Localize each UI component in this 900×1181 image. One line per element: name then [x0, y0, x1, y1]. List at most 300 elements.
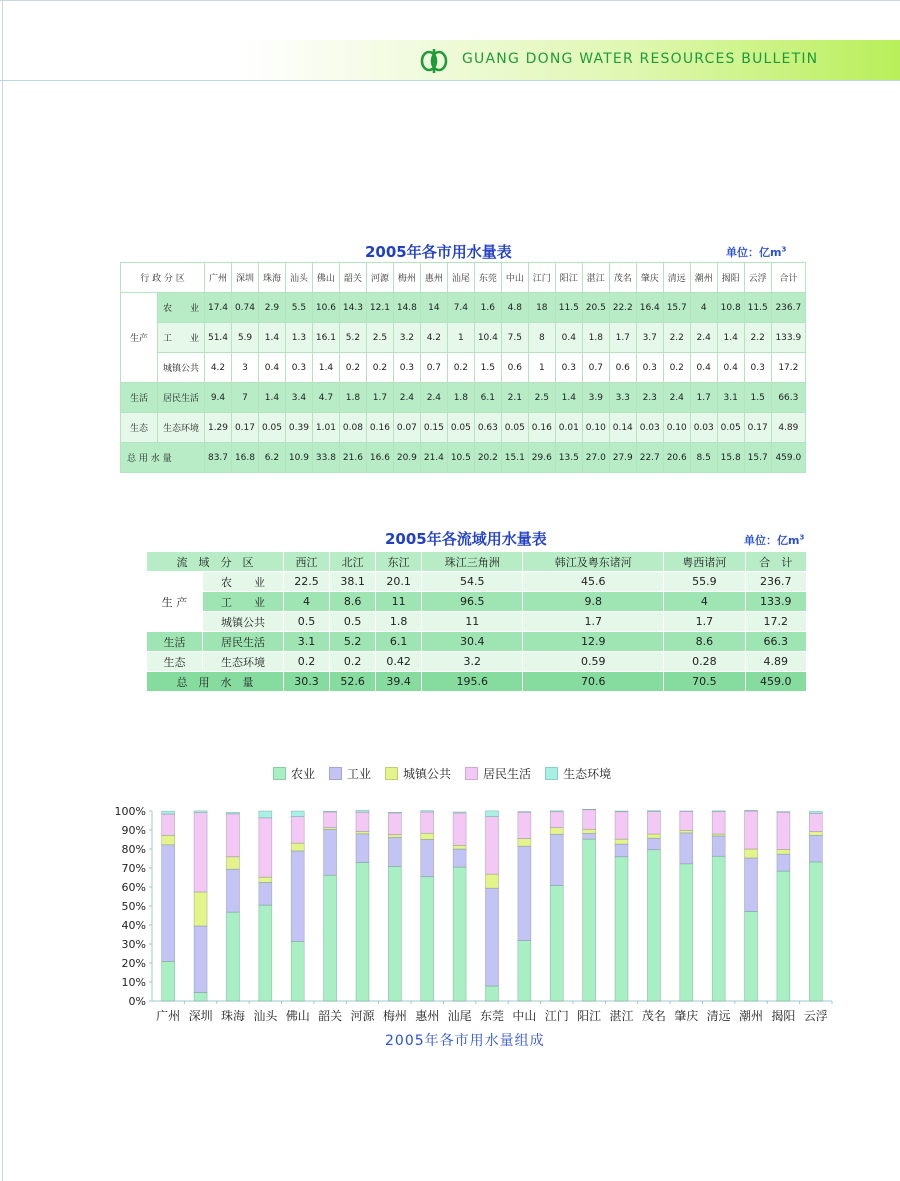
value-cell: 1.4: [312, 353, 339, 383]
value-cell: 0.4: [717, 353, 744, 383]
y-tick-label: 50%: [121, 900, 146, 913]
value-cell: 0.05: [447, 413, 474, 443]
column-header: 汕头: [285, 263, 312, 293]
value-cell: 0.05: [717, 413, 744, 443]
group-label: 生活: [121, 383, 158, 413]
bar-segment: [615, 844, 628, 857]
x-category-label: 河源: [350, 1009, 375, 1023]
bar-segment: [356, 810, 369, 812]
value-cell: 1.5: [474, 353, 501, 383]
value-cell: 0.5: [284, 612, 330, 632]
value-cell: 1: [447, 323, 474, 353]
bar-segment: [680, 864, 693, 1001]
bulletin-title: GUANG DONG WATER RESOURCES BULLETIN: [462, 51, 819, 67]
bar-segment: [647, 811, 660, 812]
value-cell: 3.2: [422, 652, 523, 672]
value-cell: 6.2: [258, 443, 285, 473]
bar-segment: [486, 811, 499, 817]
column-header: 中山: [501, 263, 528, 293]
row-label: 工 业: [158, 323, 205, 353]
value-cell: 1.4: [717, 323, 744, 353]
bar-segment: [583, 809, 596, 810]
value-cell: 4.7: [312, 383, 339, 413]
value-cell: 39.4: [376, 672, 422, 692]
column-header: 肇庆: [636, 263, 663, 293]
value-cell: 0.63: [474, 413, 501, 443]
bar-segment: [809, 811, 822, 813]
value-cell: 8.6: [664, 632, 745, 652]
value-cell: 4.8: [501, 293, 528, 323]
column-header: 阳江: [555, 263, 582, 293]
value-cell: 52.6: [330, 672, 376, 692]
chart-title: 2005年各市用水量组成: [385, 1033, 545, 1049]
value-cell: 16.1: [312, 323, 339, 353]
bar-segment: [712, 812, 725, 834]
value-cell: 0.05: [258, 413, 285, 443]
x-category-label: 中山: [512, 1009, 537, 1023]
y-tick-label: 20%: [121, 957, 146, 970]
value-cell: 14: [420, 293, 447, 323]
column-header: 梅州: [393, 263, 420, 293]
value-cell: 54.5: [422, 572, 523, 592]
x-category-label: 云浮: [803, 1009, 828, 1023]
value-cell: 10.4: [474, 323, 501, 353]
y-tick-label: 80%: [121, 843, 146, 856]
value-cell: 66.3: [745, 632, 806, 652]
bar-segment: [388, 835, 401, 838]
value-cell: 83.7: [205, 443, 232, 473]
column-header: 韶关: [339, 263, 366, 293]
legend-label: 城镇公共: [403, 767, 452, 781]
value-cell: 7: [231, 383, 258, 413]
value-cell: 10.6: [312, 293, 339, 323]
bar-segment: [162, 835, 175, 845]
value-cell: 6.1: [474, 383, 501, 413]
value-cell: 1: [528, 353, 555, 383]
legend-label: 农业: [291, 767, 316, 781]
value-cell: 2.4: [663, 383, 690, 413]
value-cell: 96.5: [422, 592, 523, 612]
value-cell: 18: [528, 293, 555, 323]
column-header: 湛江: [582, 263, 609, 293]
value-cell: 1.7: [690, 383, 717, 413]
bar-segment: [518, 846, 531, 940]
column-header: 河源: [366, 263, 393, 293]
row-label: 城镇公共: [158, 353, 205, 383]
value-cell: 2.4: [690, 323, 717, 353]
column-header: 揭阳: [717, 263, 744, 293]
x-category-label: 潮州: [739, 1009, 764, 1023]
bar-segment: [550, 834, 563, 885]
x-category-label: 佛山: [285, 1009, 310, 1023]
value-cell: 0.08: [339, 413, 366, 443]
bar-segment: [647, 850, 660, 1001]
bar-segment: [259, 818, 272, 877]
value-cell: 8.6: [330, 592, 376, 612]
value-cell: 236.7: [745, 572, 806, 592]
value-cell: 11: [422, 612, 523, 632]
value-cell: 0.16: [528, 413, 555, 443]
y-tick-label: 70%: [121, 862, 146, 875]
value-cell: 22.5: [284, 572, 330, 592]
value-cell: 0.42: [376, 652, 422, 672]
bar-segment: [194, 813, 207, 892]
value-cell: 0.7: [420, 353, 447, 383]
value-cell: 1.7: [366, 383, 393, 413]
value-cell: 0.5: [330, 612, 376, 632]
value-cell: 29.6: [528, 443, 555, 473]
bar-segment: [777, 849, 790, 854]
value-cell: 0.01: [555, 413, 582, 443]
value-cell: 2.5: [366, 323, 393, 353]
value-cell: 16.4: [636, 293, 663, 323]
bar-segment: [453, 812, 466, 813]
value-cell: 0.3: [744, 353, 771, 383]
y-tick-label: 10%: [121, 976, 146, 989]
value-cell: 22.7: [636, 443, 663, 473]
value-cell: 20.5: [582, 293, 609, 323]
bar-segment: [583, 829, 596, 833]
x-category-label: 揭阳: [771, 1009, 796, 1023]
column-header: 惠州: [420, 263, 447, 293]
bar-segment: [680, 830, 693, 832]
bar-segment: [291, 811, 304, 817]
group-label-production: 生 产: [147, 572, 203, 632]
bar-segment: [777, 812, 790, 849]
value-cell: 11.5: [744, 293, 771, 323]
value-cell: 6.1: [376, 632, 422, 652]
row-label: 居民生活: [203, 632, 284, 652]
value-cell: 0.4: [690, 353, 717, 383]
x-category-label: 茂名: [641, 1009, 666, 1023]
bar-segment: [777, 854, 790, 871]
value-cell: 3.1: [284, 632, 330, 652]
value-cell: 0.05: [501, 413, 528, 443]
bar-segment: [647, 834, 660, 838]
value-cell: 1.8: [376, 612, 422, 632]
bar-segment: [388, 837, 401, 866]
x-category-label: 阳江: [577, 1009, 602, 1023]
value-cell: 70.6: [523, 672, 664, 692]
value-cell: 4: [284, 592, 330, 612]
value-cell: 21.6: [339, 443, 366, 473]
value-cell: 0.2: [284, 652, 330, 672]
value-cell: 17.2: [745, 612, 806, 632]
bar-segment: [324, 875, 337, 1001]
bar-segment: [550, 885, 563, 1001]
value-cell: 15.8: [717, 443, 744, 473]
row-label: 工 业: [203, 592, 284, 612]
value-cell: 0.4: [555, 323, 582, 353]
bar-segment: [518, 839, 531, 847]
bar-segment: [194, 993, 207, 1001]
value-cell: 27.9: [609, 443, 636, 473]
bar-segment: [809, 813, 822, 831]
bar-segment: [809, 862, 822, 1001]
column-header: 粤西诸河: [664, 552, 745, 572]
value-cell: 1.4: [555, 383, 582, 413]
value-cell: 0.74: [231, 293, 258, 323]
value-cell: 2.5: [528, 383, 555, 413]
column-header: 潮州: [690, 263, 717, 293]
bar-segment: [550, 811, 563, 812]
value-cell: 1.5: [744, 383, 771, 413]
bar-segment: [226, 912, 239, 1001]
value-cell: 9.4: [205, 383, 232, 413]
value-cell: 459.0: [771, 443, 805, 473]
column-header: 江门: [528, 263, 555, 293]
bar-segment: [356, 862, 369, 1001]
x-category-label: 湛江: [609, 1009, 634, 1023]
value-cell: 1.29: [205, 413, 232, 443]
value-cell: 2.2: [744, 323, 771, 353]
bar-segment: [745, 858, 758, 912]
bar-segment: [745, 811, 758, 849]
bar-segment: [712, 811, 725, 812]
bar-segment: [259, 811, 272, 818]
value-cell: 0.7: [582, 353, 609, 383]
value-cell: 0.15: [420, 413, 447, 443]
value-cell: 2.4: [420, 383, 447, 413]
value-cell: 27.0: [582, 443, 609, 473]
value-cell: 0.17: [744, 413, 771, 443]
value-cell: 5.9: [231, 323, 258, 353]
column-header: 佛山: [312, 263, 339, 293]
column-header: 韩江及粤东诸河: [523, 552, 664, 572]
value-cell: 133.9: [771, 323, 805, 353]
value-cell: 0.03: [636, 413, 663, 443]
value-cell: 17.2: [771, 353, 805, 383]
y-tick-label: 90%: [121, 824, 146, 837]
x-category-label: 惠州: [415, 1009, 440, 1023]
column-header: 云浮: [744, 263, 771, 293]
basin-table-title: 2005年各流域用水量表: [385, 530, 547, 548]
value-cell: 10.8: [717, 293, 744, 323]
bar-segment: [453, 849, 466, 867]
row-label: 农 业: [203, 572, 284, 592]
city-table-unit: 单位：亿$m^3$: [726, 245, 787, 259]
bar-segment: [680, 811, 693, 830]
bar-segment: [421, 811, 434, 812]
bar-segment: [809, 832, 822, 836]
value-cell: 3.2: [393, 323, 420, 353]
bar-segment: [550, 828, 563, 834]
value-cell: 1.6: [474, 293, 501, 323]
bar-segment: [291, 851, 304, 941]
column-header: 广州: [205, 263, 232, 293]
bar-segment: [324, 829, 337, 875]
bar-segment: [356, 834, 369, 863]
value-cell: 0.14: [609, 413, 636, 443]
value-cell: 11.5: [555, 293, 582, 323]
bar-segment: [809, 835, 822, 862]
bar-segment: [226, 814, 239, 857]
value-cell: 5.5: [285, 293, 312, 323]
header-region-label: 行 政 分 区: [121, 263, 205, 293]
value-cell: 195.6: [422, 672, 523, 692]
x-category-label: 韶关: [318, 1009, 343, 1023]
bar-segment: [162, 811, 175, 814]
value-cell: 12.1: [366, 293, 393, 323]
x-category-label: 汕尾: [447, 1009, 472, 1023]
value-cell: 4.2: [420, 323, 447, 353]
group-label: 生态: [121, 413, 158, 443]
value-cell: 5.2: [339, 323, 366, 353]
legend-label: 居民生活: [483, 767, 532, 781]
value-cell: 15.1: [501, 443, 528, 473]
bar-segment: [226, 812, 239, 814]
x-category-label: 江门: [544, 1009, 569, 1023]
value-cell: 3: [231, 353, 258, 383]
column-header: 合计: [771, 263, 805, 293]
x-category-label: 汕头: [253, 1009, 278, 1023]
value-cell: 459.0: [745, 672, 806, 692]
value-cell: 1.7: [523, 612, 664, 632]
value-cell: 0.2: [447, 353, 474, 383]
value-cell: 0.3: [285, 353, 312, 383]
legend-label: 生态环境: [563, 767, 612, 781]
x-category-label: 肇庆: [674, 1009, 699, 1023]
value-cell: 0.17: [231, 413, 258, 443]
bar-segment: [583, 809, 596, 829]
column-header: 深圳: [231, 263, 258, 293]
bar-segment: [486, 986, 499, 1001]
bar-segment: [324, 811, 337, 812]
bar-segment: [615, 812, 628, 839]
value-cell: 16.6: [366, 443, 393, 473]
value-cell: 17.4: [205, 293, 232, 323]
value-cell: 7.5: [501, 323, 528, 353]
value-cell: 0.2: [663, 353, 690, 383]
value-cell: 0.07: [393, 413, 420, 443]
value-cell: 33.8: [312, 443, 339, 473]
column-header: 西江: [284, 552, 330, 572]
bar-segment: [680, 833, 693, 864]
bar-segment: [453, 813, 466, 845]
bar-segment: [226, 869, 239, 912]
value-cell: 12.9: [523, 632, 664, 652]
bar-segment: [259, 905, 272, 1001]
bar-segment: [518, 941, 531, 1001]
bar-segment: [518, 812, 531, 838]
value-cell: 7.4: [447, 293, 474, 323]
bar-segment: [324, 812, 337, 828]
value-cell: 4: [664, 592, 745, 612]
bar-segment: [486, 888, 499, 986]
value-cell: 15.7: [744, 443, 771, 473]
value-cell: 15.7: [663, 293, 690, 323]
y-tick-label: 40%: [121, 919, 146, 932]
y-tick-label: 60%: [121, 881, 146, 894]
bar-segment: [421, 833, 434, 839]
value-cell: 0.39: [285, 413, 312, 443]
x-category-label: 广州: [156, 1009, 181, 1023]
value-cell: 3.4: [285, 383, 312, 413]
column-header: 珠海: [258, 263, 285, 293]
bar-segment: [777, 871, 790, 1001]
bar-segment: [615, 857, 628, 1001]
column-header: 珠江三角洲: [422, 552, 523, 572]
y-tick-label: 30%: [121, 938, 146, 951]
value-cell: 11: [376, 592, 422, 612]
value-cell: 133.9: [745, 592, 806, 612]
value-cell: 70.5: [664, 672, 745, 692]
value-cell: 2.9: [258, 293, 285, 323]
value-cell: 1.8: [447, 383, 474, 413]
column-header: 东江: [376, 552, 422, 572]
value-cell: 0.2: [366, 353, 393, 383]
value-cell: 8: [528, 323, 555, 353]
value-cell: 0.2: [339, 353, 366, 383]
bar-segment: [421, 812, 434, 833]
value-cell: 0.10: [663, 413, 690, 443]
bar-segment: [486, 817, 499, 874]
value-cell: 66.3: [771, 383, 805, 413]
value-cell: 0.6: [501, 353, 528, 383]
value-cell: 10.5: [447, 443, 474, 473]
y-tick-label: 100%: [114, 805, 146, 818]
bar-segment: [583, 839, 596, 1001]
column-header: 合 计: [745, 552, 806, 572]
bar-segment: [356, 812, 369, 831]
value-cell: 55.9: [664, 572, 745, 592]
value-cell: 0.10: [582, 413, 609, 443]
bar-segment: [518, 812, 531, 813]
value-cell: 1.3: [285, 323, 312, 353]
value-cell: 3.9: [582, 383, 609, 413]
value-cell: 2.3: [636, 383, 663, 413]
bar-segment: [745, 810, 758, 811]
bar-segment: [712, 856, 725, 1001]
value-cell: 4: [690, 293, 717, 323]
x-category-label: 深圳: [188, 1009, 213, 1023]
bar-segment: [388, 813, 401, 835]
value-cell: 14.3: [339, 293, 366, 323]
value-cell: 4.89: [745, 652, 806, 672]
value-cell: 4.2: [205, 353, 232, 383]
value-cell: 1.7: [664, 612, 745, 632]
column-header: 茂名: [609, 263, 636, 293]
value-cell: 51.4: [205, 323, 232, 353]
value-cell: 10.9: [285, 443, 312, 473]
bar-segment: [453, 867, 466, 1001]
value-cell: 0.59: [523, 652, 664, 672]
value-cell: 1.4: [258, 383, 285, 413]
value-cell: 4.89: [771, 413, 805, 443]
legend-label: 工业: [347, 767, 372, 781]
value-cell: 5.2: [330, 632, 376, 652]
value-cell: 0.28: [664, 652, 745, 672]
bar-segment: [453, 845, 466, 849]
value-cell: 0.6: [609, 353, 636, 383]
bar-segment: [291, 941, 304, 1001]
value-cell: 20.1: [376, 572, 422, 592]
value-cell: 14.8: [393, 293, 420, 323]
group-label: 生活: [147, 632, 203, 652]
group-label: 生态: [147, 652, 203, 672]
bar-segment: [259, 877, 272, 882]
row-label: 生态环境: [203, 652, 284, 672]
bar-segment: [162, 814, 175, 835]
value-cell: 0.4: [258, 353, 285, 383]
column-header: 北江: [330, 552, 376, 572]
value-cell: 16.8: [231, 443, 258, 473]
bar-segment: [680, 811, 693, 812]
bar-segment: [615, 811, 628, 812]
value-cell: 30.3: [284, 672, 330, 692]
value-cell: 0.3: [393, 353, 420, 383]
row-label: 城镇公共: [203, 612, 284, 632]
